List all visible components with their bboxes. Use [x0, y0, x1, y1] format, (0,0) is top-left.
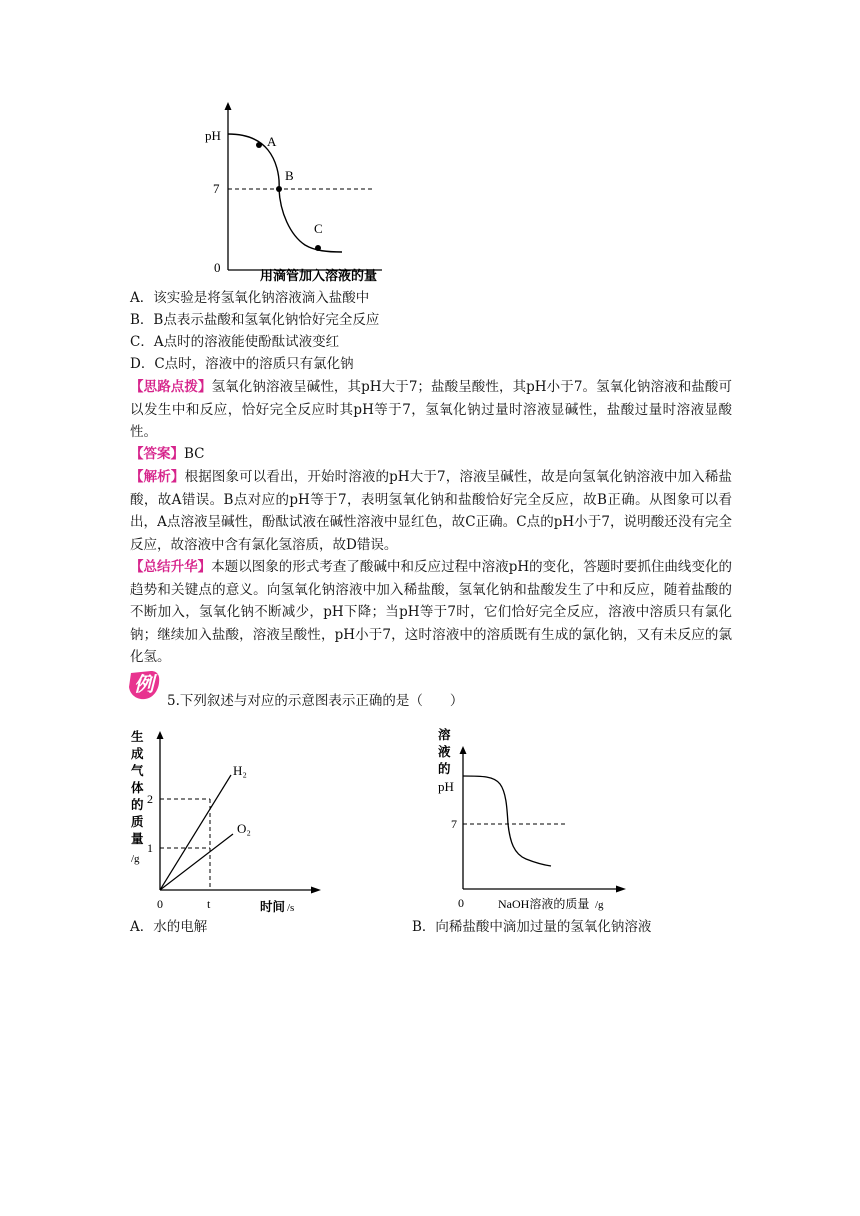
- figure-ph-naoh: [430, 722, 640, 912]
- hint-tag: 【思路点拨】: [130, 379, 212, 395]
- fig2-x-label: 时间: [260, 899, 286, 914]
- example-badge-label: 例: [134, 672, 154, 696]
- fig3-caption: B．向稀盐酸中滴加过量的氢氧化钠溶液: [412, 919, 652, 935]
- fig3-x-axis: [463, 886, 626, 893]
- answer-text: BC: [184, 446, 205, 462]
- fig3-ylabel-char-1: 液: [438, 745, 451, 759]
- point-a-label: A: [267, 134, 277, 149]
- fig3-origin: 0: [458, 896, 464, 910]
- point-b-label: B: [285, 168, 294, 183]
- ph-curve: [228, 134, 342, 252]
- fig2-caption: A．水的电解: [130, 919, 208, 935]
- fig2-ylabel-char-3: 体: [131, 781, 144, 795]
- fig2-ylabel-char-5: 质: [131, 815, 144, 829]
- summary-section: [130, 556, 732, 669]
- figure-ph-curve: [200, 100, 400, 285]
- point-b-marker: [276, 186, 282, 192]
- fig2-tick-1: 1: [147, 841, 153, 855]
- fig2-ylabel-char-2: 气: [131, 764, 144, 778]
- fig2-series-o2: O₂: [237, 821, 251, 836]
- o2-line: [160, 834, 233, 890]
- fig2-x-axis: [160, 887, 321, 894]
- x-axis-label: 用滴管加入溶液的量: [260, 269, 378, 284]
- point-a-marker: [256, 142, 262, 148]
- fig3-x-label: NaOH溶液的质量: [498, 897, 590, 911]
- fig2-tick-2: 2: [147, 792, 153, 806]
- fig2-x-unit: /s: [287, 902, 295, 914]
- option-c: C．A点时的溶液能使酚酞试液变红: [130, 334, 340, 350]
- fig3-ph-curve: [463, 776, 551, 866]
- y-tick-7: 7: [213, 181, 220, 196]
- fig2-series-h2: H₂: [233, 763, 247, 778]
- example-question: 5.下列叙述与对应的示意图表示正确的是（ ）: [167, 693, 464, 709]
- option-b: B．B点表示盐酸和氢氧化钠恰好完全反应: [130, 312, 380, 328]
- fig3-y-label-ph: pH: [438, 779, 454, 794]
- option-d: D．C点时，溶液中的溶质只有氯化钠: [130, 356, 354, 372]
- y-axis: [225, 102, 232, 270]
- y-axis-label: pH: [205, 128, 221, 143]
- analysis-text: 根据图象可以看出，开始时溶液的pH大于7，溶液呈碱性，故是向氢氧化钠溶液中加入稀盐酸，故A错误。B点对应的pH等于7，表明氢氧化钠和盐酸恰好完全反应，故B正确。从图象可以看出，A点溶液呈碱性，酚酞试液在碱性溶液中显红色，故C正确。C点的pH小于7，说明酸还没有完全反应，故溶液中含有氯化氢溶质，故D错误。: [130, 469, 732, 553]
- fig2-y-axis: [157, 731, 164, 890]
- point-c-marker: [315, 245, 321, 251]
- fig2-y-unit: /g: [131, 853, 140, 865]
- answer-tag: 【答案】: [130, 446, 184, 462]
- option-a: A．该实验是将氢氧化钠溶液滴入盐酸中: [130, 290, 370, 306]
- point-c-label: C: [314, 221, 323, 236]
- origin-label: 0: [214, 260, 221, 275]
- fig2-ylabel-char-4: 的: [131, 798, 144, 812]
- fig2-origin: 0: [157, 897, 163, 911]
- example-badge: [127, 669, 161, 701]
- fig3-tick-7: 7: [451, 817, 457, 831]
- figure-water-electrolysis: [125, 725, 335, 915]
- fig2-ylabel-char-6: 量: [131, 832, 144, 846]
- fig3-y-axis: [460, 746, 467, 889]
- hint-text: 氢氧化钠溶液呈碱性，其pH大于7；盐酸呈酸性，其pH小于7。氢氧化钠溶液和盐酸可以发生中和反应，恰好完全反应时其pH等于7，氢氧化钠过量时溶液显碱性，盐酸过量时溶液显酸性。: [130, 379, 733, 441]
- fig2-tick-t: t: [207, 897, 211, 911]
- fig3-ylabel-char-0: 溶: [438, 728, 451, 742]
- h2-line: [160, 775, 231, 890]
- summary-text: 本题以图象的形式考查了酸碱中和反应过程中溶液pH的变化，答题时要抓住曲线变化的趋势和关键点的意义。向氢氧化钠溶液中加入稀盐酸，氢氧化钠和盐酸发生了中和反应，随着盐酸的不断加入，氢氧化钠不断减少，pH下降；当pH等于7时，它们恰好完全反应，溶液中溶质只有氯化钠；继续加入盐酸，溶液呈酸性，pH小于7，这时溶液中的溶质既有生成的氯化钠，又有未反应的氯化氢。: [130, 559, 732, 666]
- hint-section: [130, 376, 732, 444]
- summary-tag: 【总结升华】: [130, 559, 212, 575]
- answer-section: [130, 443, 205, 465]
- analysis-tag: 【解析】: [130, 469, 185, 485]
- fig2-ylabel-char-0: 生: [131, 730, 144, 744]
- analysis-section: [130, 466, 732, 556]
- fig3-ylabel-char-2: 的: [438, 762, 451, 776]
- fig2-ylabel-char-1: 成: [131, 747, 144, 761]
- fig3-x-unit: /g: [595, 899, 604, 911]
